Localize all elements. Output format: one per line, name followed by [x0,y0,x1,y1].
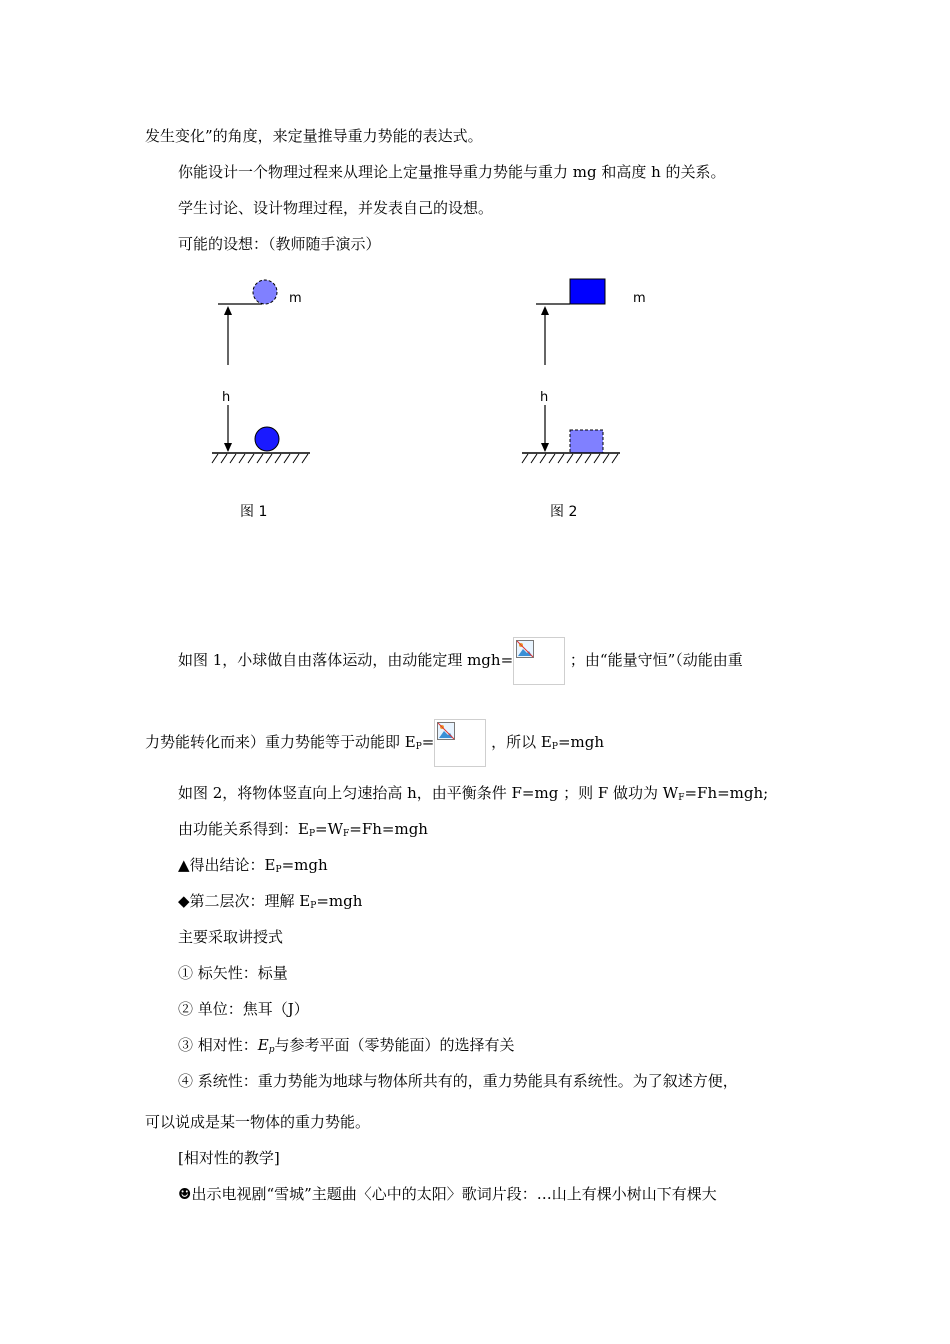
paragraph-6-after: ，所以 E [486,733,552,751]
ball-initial [253,280,277,304]
paragraph-5-after: ；由“能量守恒”（动能由重 [565,651,743,669]
text: =mgh [281,856,328,874]
paragraph-6-end: =mgh [557,733,604,751]
subscript-f: F [343,829,350,839]
ground-hatch [522,454,618,463]
figure-2-mass-label: m [633,291,646,306]
paragraph-7 [178,783,768,808]
paragraph-6-before: 力势能转化而来）重力势能等于动能即 E [145,733,416,751]
up-arrowhead [224,306,232,315]
text: ▲得出结论：E [178,856,276,874]
figure-2-caption: 图 2 [550,504,578,520]
paragraph-1: 发生变化”的角度，来定量推导重力势能的表达式。 [145,127,483,145]
figure-2-height-label: h [540,390,549,405]
paragraph-14: ☻出示电视剧“雪城”主题曲〈心中的太阳〉歌词片段：…山上有棵小树山下有棵大 [178,1185,717,1203]
paragraph-3: 学生讨论、设计物理过程，并发表自己的设想。 [178,199,494,217]
subscript-p: P [415,742,422,752]
ball-final [255,427,279,451]
text: ◆第二层次：理解 E [178,892,311,910]
paragraph-10 [178,891,362,916]
subscript-p: P [308,829,316,839]
subscript-p: P [310,901,317,911]
broken-image-icon [513,637,565,685]
up-arrowhead [541,306,549,315]
figure-1-mass-label: m [289,291,302,306]
text: =W [315,820,344,838]
subscript-p: p [268,1045,275,1055]
ground-hatch [212,454,308,463]
figure-1-caption: 图 1 [240,504,268,520]
paragraph-7-text: 如图 2，将物体竖直向上匀速抬高 h，由平衡条件 F=mg ；则 F 做功为 W [178,784,679,802]
paragraph-2: 你能设计一个物理过程来从理论上定量推导重力势能与重力 mg 和高度 h 的关系。 [178,163,726,181]
paragraph-6 [145,718,604,771]
paragraph-5 [178,636,743,685]
block-final [570,430,603,453]
paragraph-11: 主要采取讲授式 [178,928,284,946]
symbol-e: E [257,1036,269,1054]
text: 与参考平面（零势能面）的选择有关 [274,1036,515,1054]
paragraph-7-text-end: =Fh=mgh; [684,784,769,802]
paragraph-12: 可以说成是某一物体的重力势能。 [145,1113,371,1131]
text: =mgh [316,892,363,910]
figure-2-diagram [510,275,640,475]
subscript-p: P [551,742,558,752]
block-initial [570,279,605,304]
text: 由功能关系得到：E [178,820,309,838]
list-item-3 [178,1035,515,1060]
paragraph-4: 可能的设想：（教师随手演示） [178,235,381,253]
paragraph-13: [相对性的教学] [178,1149,280,1167]
down-arrowhead [224,443,232,452]
equals: = [421,733,435,751]
list-item-4: ④ 系统性：重力势能为地球与物体所共有的，重力势能具有系统性。为了叙述方便， [178,1072,738,1090]
broken-image-icon [434,719,486,767]
text: ③ 相对性： [178,1036,258,1054]
down-arrowhead [541,443,549,452]
list-item-1: ① 标矢性：标量 [178,964,288,982]
paragraph-8 [178,819,428,844]
list-item-2: ② 单位：焦耳（J） [178,1000,309,1018]
paragraph-5-before: 如图 1，小球做自由落体运动，由动能定理 mgh= [178,651,514,669]
figure-1-diagram [200,275,330,475]
figure-1-height-label: h [222,390,231,405]
subscript-p: P [275,865,282,875]
paragraph-9 [178,855,328,880]
text: =Fh=mgh [349,820,428,838]
subscript-f: F [678,793,685,803]
